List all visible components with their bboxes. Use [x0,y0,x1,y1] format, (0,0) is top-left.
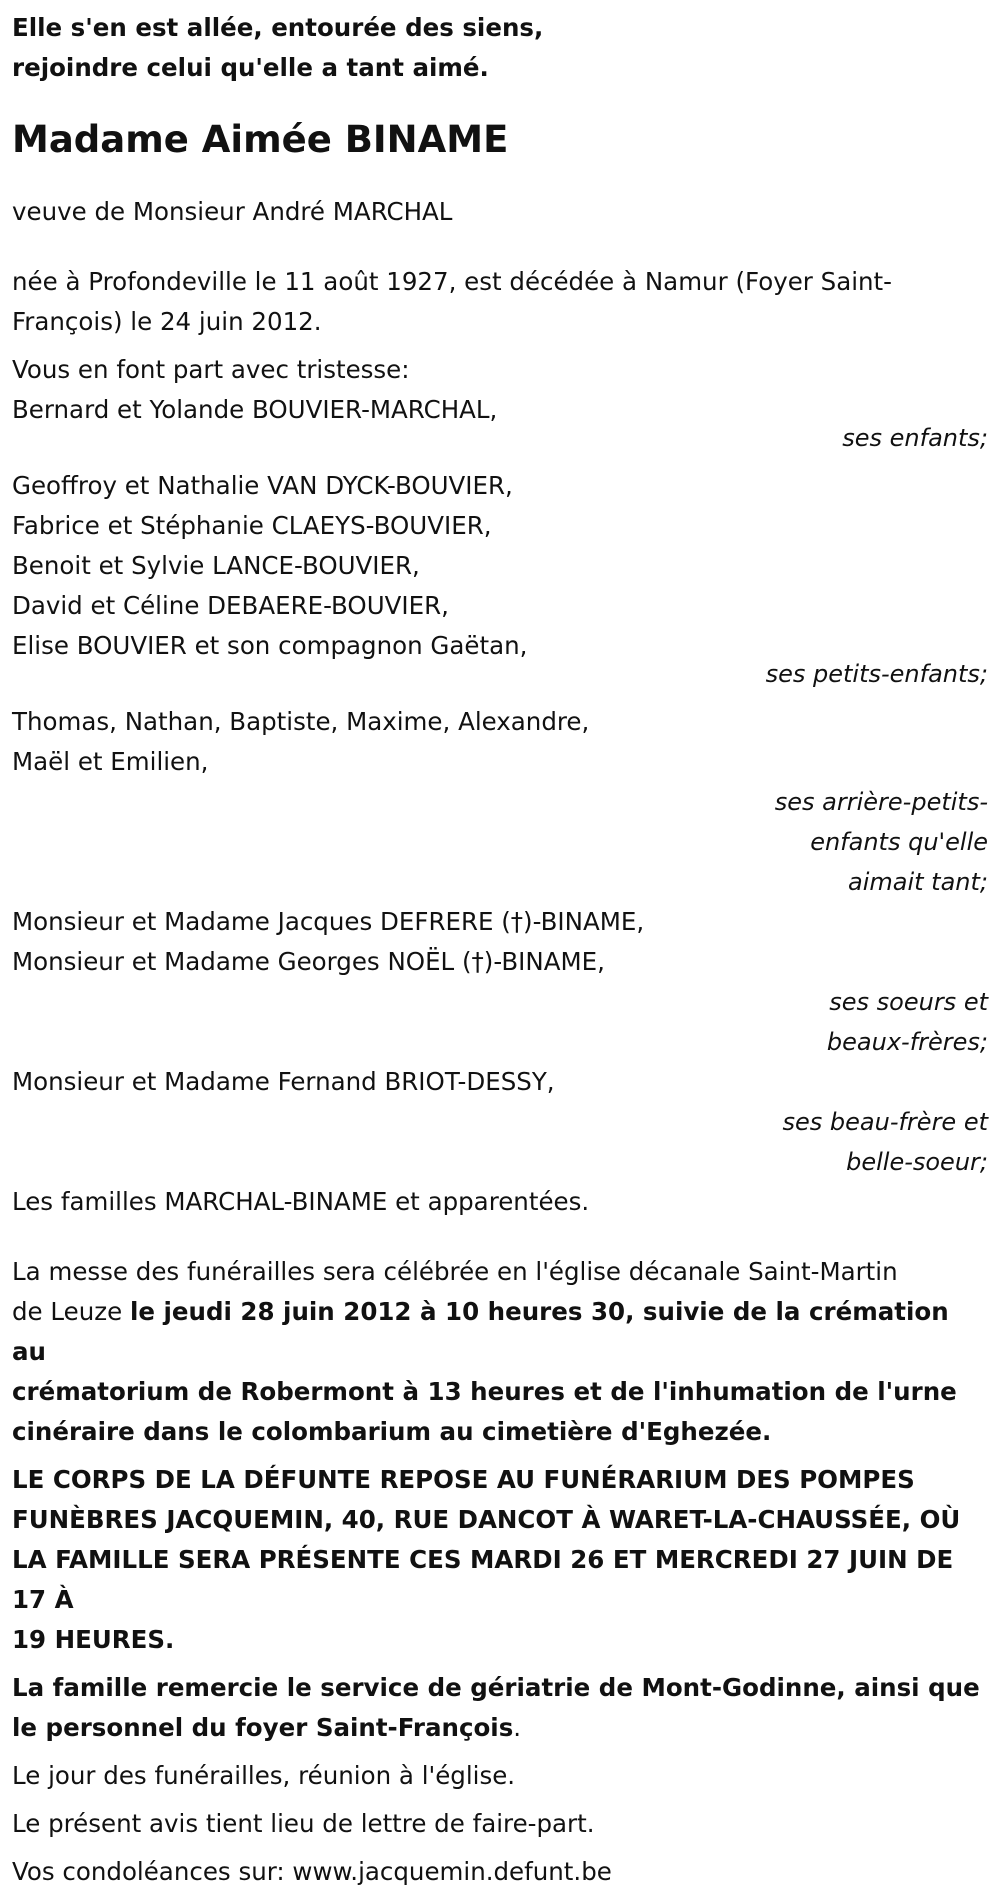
mass-line-3: crématorium de Robermont à 13 heures et de l'inhumation de l'urne [12,1377,957,1406]
mass-line-2 [12,1292,988,1372]
mass-line-4: cinéraire dans le colombarium au cimetière d'Eghezée. [12,1417,772,1446]
grandchildren-relation: ses petits-enfants; [765,660,988,688]
birth-death-line-1: née à Profondeville le 11 août 1927, est décédée à Namur (Foyer Saint- [12,267,892,296]
grandchild-entry: David et Céline DEBAERE-BOUVIER, [12,591,449,620]
relation-line: beaux-frères; [826,1028,988,1056]
grandchild-entry: Elise BOUVIER et son compagnon Gaëtan, [12,631,528,660]
rest-line-3: LA FAMILLE SERA PRÉSENTE CES MARDI 26 ET MERCREDI 27 JUIN DE 17 À [12,1545,954,1614]
condolences-line[interactable]: Vos condoléances sur: www.jacquemin.defunt.be [12,1857,612,1886]
grandchild-entry: Geoffroy et Nathalie VAN DYCK-BOUVIER, [12,471,513,500]
children-entry: Bernard et Yolande BOUVIER-MARCHAL, [12,395,498,424]
sister-entry: Monsieur et Madame Jacques DEFRERE (†)-BINAME, [12,907,645,936]
announcement: Vous en font part avec tristesse: [12,355,410,384]
spouse-line: veuve de Monsieur André MARCHAL [12,197,453,226]
meeting-line: Le jour des funérailles, réunion à l'église. [12,1761,516,1790]
great-grandchild-entry: Maël et Emilien, [12,747,209,776]
deceased-name: Madame Aimée BINAME [12,118,509,161]
grandchild-entry: Benoit et Sylvie LANCE-BOUVIER, [12,551,420,580]
inlaws-relation [12,1102,988,1182]
relation-line: ses arrière-petits- [774,788,988,816]
intro-line-2: rejoindre celui qu'elle a tant aimé. [12,53,489,82]
relation-line: aimait tant; [848,868,988,896]
rest-line-4: 19 HEURES. [12,1625,175,1654]
thanks-line-2 [12,1708,988,1748]
rest-line-1: LE CORPS DE LA DÉFUNTE REPOSE AU FUNÉRARIUM DES POMPES [12,1465,915,1494]
mass-date: le jeudi 28 juin 2012 à 10 heures 30, suivie de la crémation au [12,1297,949,1366]
relation-line: ses beau-frère et [782,1108,988,1136]
mass-line-1: La messe des funérailles sera célébrée en l'église décanale Saint-Martin [12,1257,898,1286]
other-families: Les familles MARCHAL-BINAME et apparentées. [12,1187,590,1216]
sister-entry: Monsieur et Madame Georges NOËL (†)-BINAME, [12,947,605,976]
sisters-relation [12,982,988,1062]
birth-death-line-2: François) le 24 juin 2012. [12,307,322,336]
thanks-line-1: La famille remercie le service de gériatrie de Mont-Godinne, ainsi que [12,1673,980,1702]
relation-line: enfants qu'elle [810,828,988,856]
children-relation: ses enfants; [842,424,988,452]
great-grandchild-entry: Thomas, Nathan, Baptiste, Maxime, Alexandre, [12,707,590,736]
thanks-staff: le personnel du foyer Saint-François [12,1713,514,1742]
inlaw-entry: Monsieur et Madame Fernand BRIOT-DESSY, [12,1067,555,1096]
notice-line: Le présent avis tient lieu de lettre de faire-part. [12,1809,595,1838]
intro-line-1: Elle s'en est allée, entourée des siens, [12,13,544,42]
great-grandchildren-relation [12,782,988,902]
grandchild-entry: Fabrice et Stéphanie CLAEYS-BOUVIER, [12,511,492,540]
mass-location: de Leuze [12,1297,130,1326]
rest-line-2: FUNÈBRES JACQUEMIN, 40, RUE DANCOT À WARET-LA-CHAUSSÉE, OÙ [12,1505,961,1534]
relation-line: ses soeurs et [829,988,988,1016]
thanks-period: . [513,1713,522,1742]
relation-line: belle-soeur; [846,1148,988,1176]
